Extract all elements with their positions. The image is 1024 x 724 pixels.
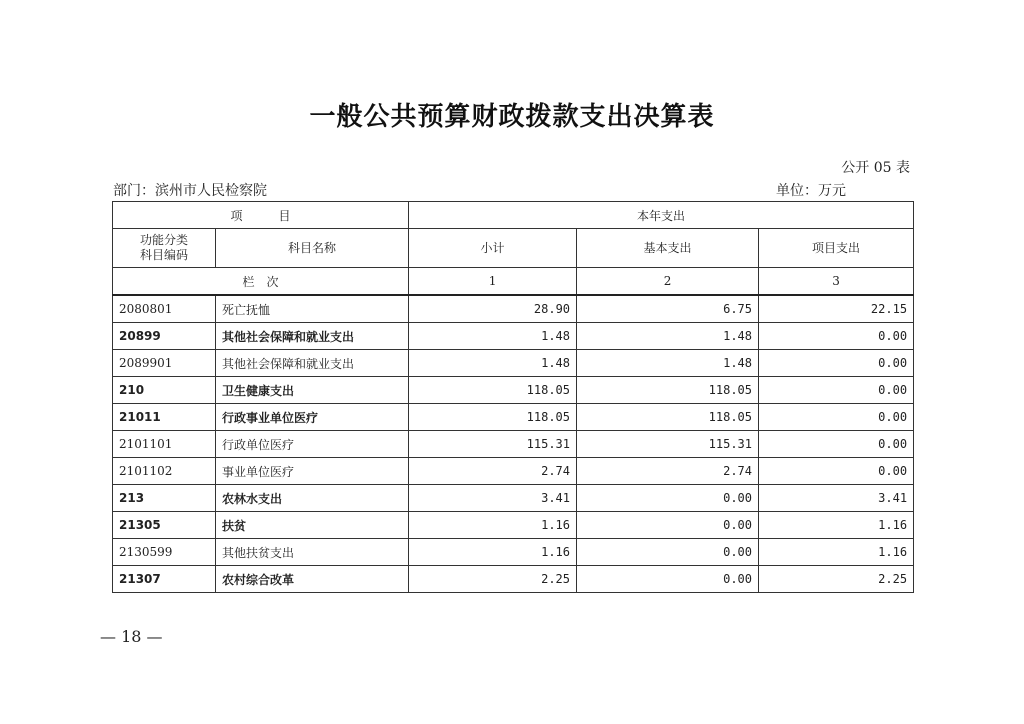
row-name: 事业单位医疗: [216, 458, 409, 485]
page-number: — 18 —: [100, 627, 163, 646]
header-current-year: 本年支出: [409, 202, 914, 229]
row-code: 2101102: [113, 458, 216, 485]
row-project: 0.00: [759, 404, 914, 431]
row-code: 20899: [113, 323, 216, 350]
row-name: 农林水支出: [216, 485, 409, 512]
header-column-label: 栏 次: [113, 268, 409, 296]
row-subtotal: 28.90: [409, 295, 577, 323]
row-project: 0.00: [759, 323, 914, 350]
header-name: 科目名称: [216, 229, 409, 268]
row-subtotal: 2.25: [409, 566, 577, 593]
table-row: [113, 295, 914, 323]
expenditure-table: [112, 201, 914, 593]
row-code: 21011: [113, 404, 216, 431]
row-subtotal: 115.31: [409, 431, 577, 458]
row-basic: 0.00: [577, 539, 759, 566]
table-row: [113, 458, 914, 485]
header-code: [113, 229, 216, 268]
row-basic: 0.00: [577, 485, 759, 512]
header-col3: 3: [759, 268, 914, 296]
row-project: 3.41: [759, 485, 914, 512]
row-basic: 115.31: [577, 431, 759, 458]
row-project: 2.25: [759, 566, 914, 593]
row-name: 其他社会保障和就业支出: [216, 350, 409, 377]
row-code: 213: [113, 485, 216, 512]
row-subtotal: 1.48: [409, 350, 577, 377]
header-subtotal: 小计: [409, 229, 577, 268]
row-basic: 118.05: [577, 404, 759, 431]
row-project: 0.00: [759, 458, 914, 485]
header-basic: 基本支出: [577, 229, 759, 268]
row-basic: 6.75: [577, 295, 759, 323]
row-subtotal: 118.05: [409, 377, 577, 404]
row-name: 扶贫: [216, 512, 409, 539]
row-project: 0.00: [759, 431, 914, 458]
row-subtotal: 2.74: [409, 458, 577, 485]
table-row: [113, 377, 914, 404]
row-basic: 0.00: [577, 566, 759, 593]
header-project: 项 目: [113, 202, 409, 229]
table-row: [113, 404, 914, 431]
row-name: 卫生健康支出: [216, 377, 409, 404]
row-project: 0.00: [759, 377, 914, 404]
table-row: [113, 539, 914, 566]
table-row: [113, 323, 914, 350]
row-name: 死亡抚恤: [216, 295, 409, 323]
form-code: 公开 05 表: [841, 160, 910, 176]
page-title: 一般公共预算财政拨款支出决算表: [309, 102, 715, 132]
department-label: 部门：滨州市人民检察院: [113, 183, 267, 199]
header-project-expense: 项目支出: [759, 229, 914, 268]
row-code: 210: [113, 377, 216, 404]
row-code: 2089901: [113, 350, 216, 377]
row-subtotal: 3.41: [409, 485, 577, 512]
unit-label: 单位：万元: [776, 183, 846, 199]
row-subtotal: 1.16: [409, 539, 577, 566]
row-code: 2080801: [113, 295, 216, 323]
table-row: [113, 350, 914, 377]
row-project: 1.16: [759, 539, 914, 566]
row-subtotal: 118.05: [409, 404, 577, 431]
row-name: 行政事业单位医疗: [216, 404, 409, 431]
table-row: [113, 431, 914, 458]
row-code: 2101101: [113, 431, 216, 458]
table-row: [113, 512, 914, 539]
row-basic: 1.48: [577, 323, 759, 350]
row-code: 21305: [113, 512, 216, 539]
row-name: 其他扶贫支出: [216, 539, 409, 566]
row-project: 0.00: [759, 350, 914, 377]
row-basic: 1.48: [577, 350, 759, 377]
row-project: 1.16: [759, 512, 914, 539]
row-code: 2130599: [113, 539, 216, 566]
row-name: 其他社会保障和就业支出: [216, 323, 409, 350]
header-col1: 1: [409, 268, 577, 296]
header-code-line2: 科目编码: [139, 248, 188, 262]
row-name: 农村综合改革: [216, 566, 409, 593]
table-row: [113, 566, 914, 593]
row-code: 21307: [113, 566, 216, 593]
table-row: [113, 485, 914, 512]
row-subtotal: 1.16: [409, 512, 577, 539]
row-project: 22.15: [759, 295, 914, 323]
row-subtotal: 1.48: [409, 323, 577, 350]
header-col2: 2: [577, 268, 759, 296]
header-code-line1: 功能分类: [139, 233, 188, 247]
row-name: 行政单位医疗: [216, 431, 409, 458]
row-basic: 2.74: [577, 458, 759, 485]
row-basic: 0.00: [577, 512, 759, 539]
row-basic: 118.05: [577, 377, 759, 404]
